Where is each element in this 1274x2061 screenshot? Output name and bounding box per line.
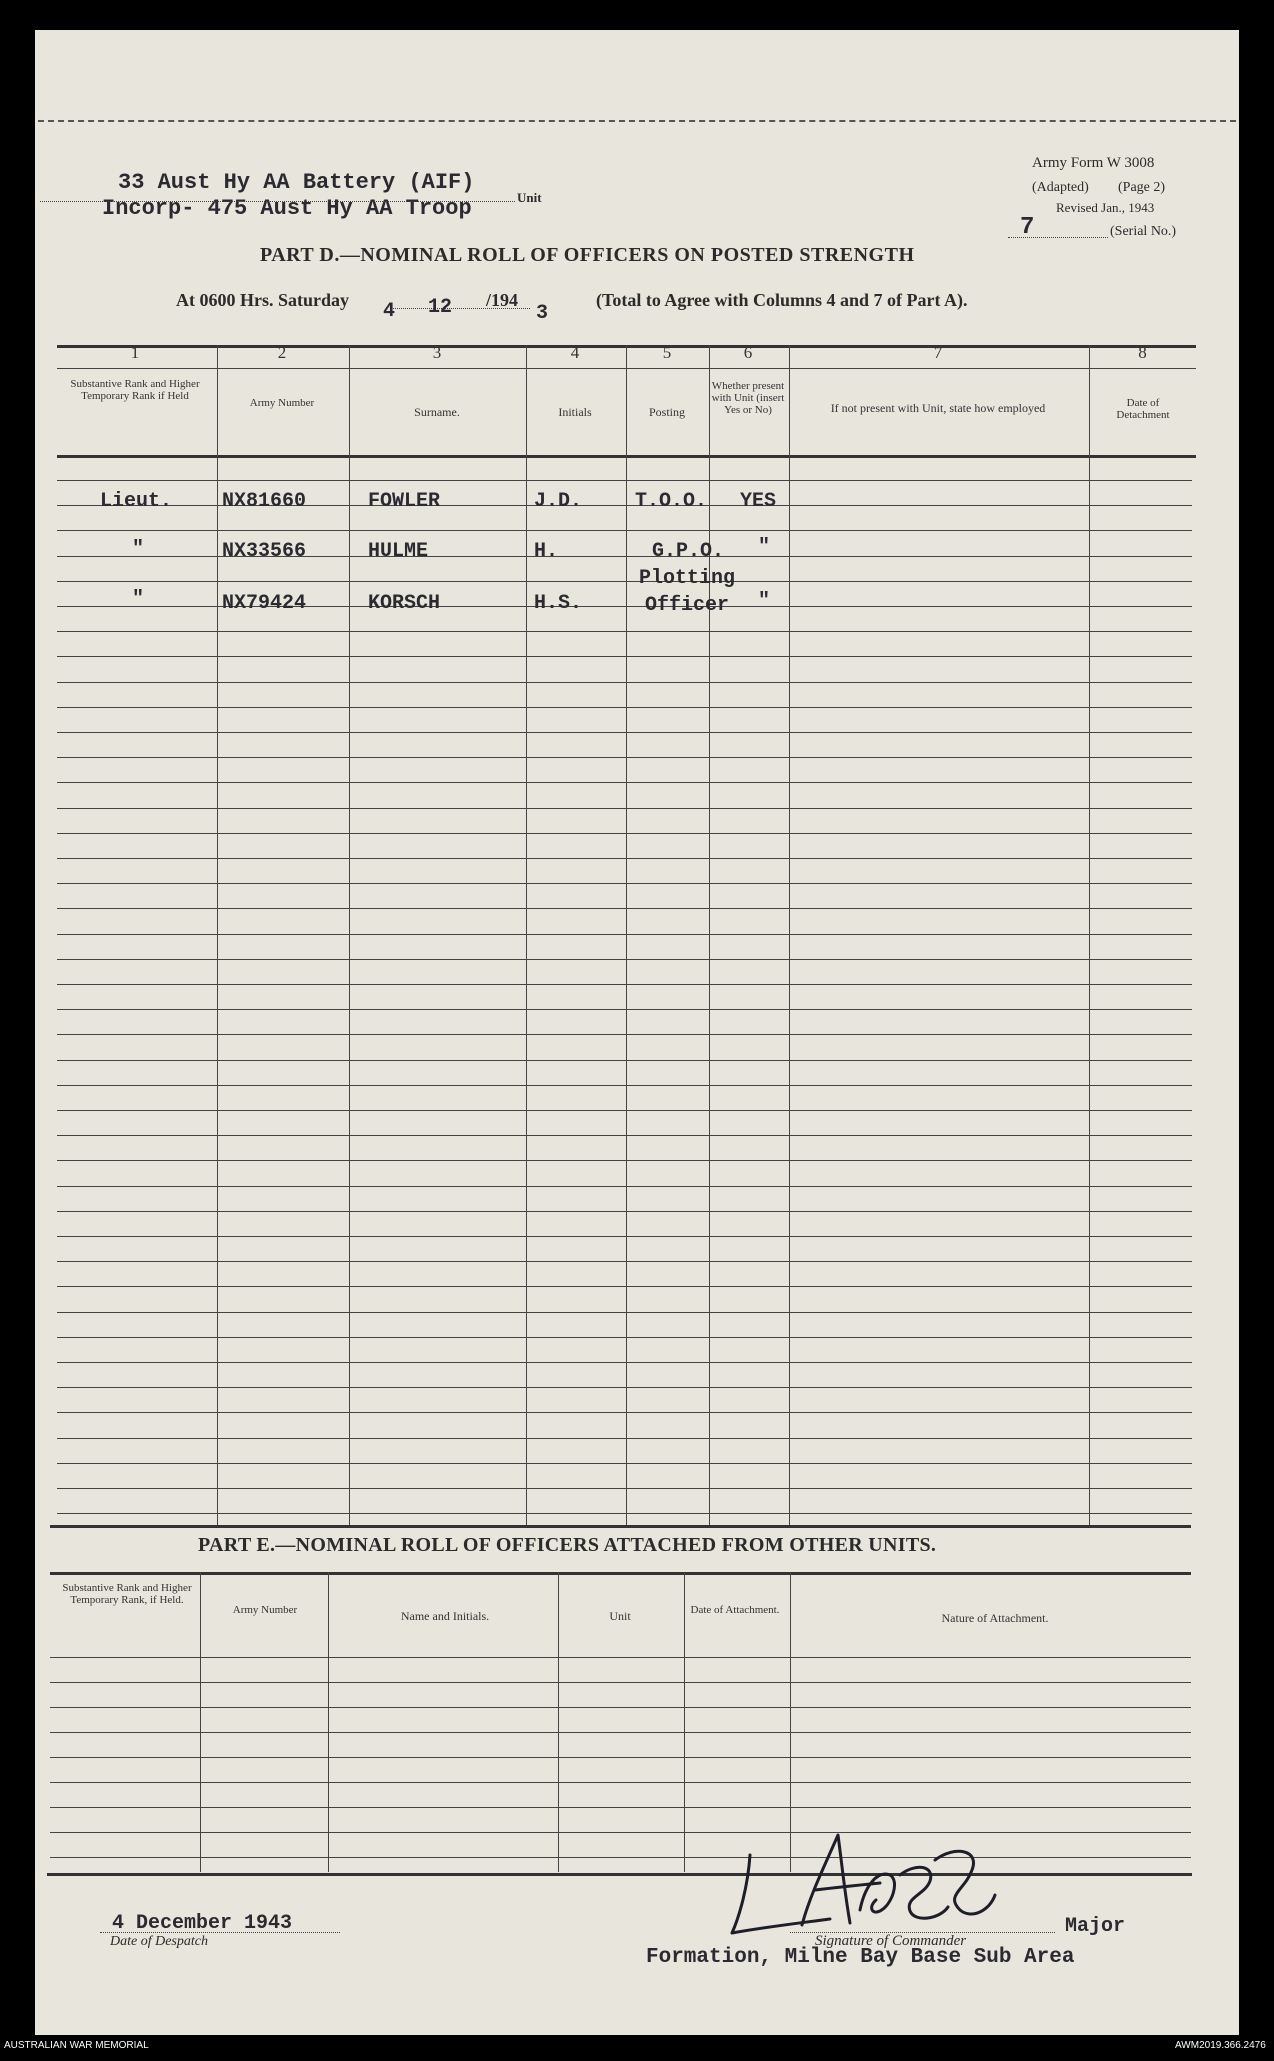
- col-header-employed: If not present with Unit, state how employed: [830, 401, 1046, 415]
- col-number-1: 1: [130, 343, 140, 362]
- part-d-row-line: [57, 1387, 1192, 1388]
- col-number-4: 4: [570, 343, 580, 362]
- part-e-column-divider-1: [200, 1572, 201, 1872]
- part-d-row-line: [57, 782, 1192, 783]
- part-e-header-rule: [50, 1657, 1191, 1658]
- col-number-5: 5: [662, 343, 672, 362]
- part-d-row-line: [57, 631, 1192, 632]
- part-d-row-line: [57, 959, 1192, 960]
- row1-rank: Lieut.: [100, 490, 173, 513]
- part-d-bottom-rule: [50, 1525, 1191, 1528]
- e-header-date: Date of Attachment.: [690, 1604, 780, 1616]
- col-header-initials: Initials: [558, 405, 592, 419]
- row3-posting: Plotting Officer: [638, 567, 735, 617]
- row3-number: NX79424: [222, 592, 307, 615]
- part-d-column-divider-1: [217, 345, 218, 1525]
- unit-dotted-line: [40, 201, 515, 202]
- part-e-bottom-rule: [47, 1873, 1192, 1876]
- e-header-rank: Substantive Rank and Higher Temporary Rank, if Held.: [62, 1582, 192, 1606]
- part-e-row-line: [50, 1832, 1191, 1833]
- part-d-row-line: [57, 934, 1192, 935]
- part-e-column-divider-4: [684, 1572, 685, 1872]
- part-e-row-line: [50, 1857, 1191, 1858]
- part-d-row-line: [57, 1463, 1192, 1464]
- part-d-row-line: [57, 1186, 1192, 1187]
- part-d-row-line: [57, 808, 1192, 809]
- despatch-dotted-line: [100, 1932, 340, 1933]
- row2-initials: H.: [534, 540, 559, 563]
- despatch-date-label: Date of Despatch: [110, 1934, 208, 1949]
- part-d-row-line: [57, 1110, 1192, 1111]
- row3-present: ": [758, 590, 771, 613]
- row1-present: YES: [740, 490, 777, 513]
- row1-posting: T.O.O.: [635, 490, 708, 513]
- part-d-year-suffix: 3: [536, 302, 549, 325]
- serial-label: (Serial No.): [1110, 224, 1177, 239]
- perforation-line: [38, 120, 1236, 122]
- col-number-2: 2: [277, 343, 287, 362]
- part-d-column-divider-7: [1089, 345, 1090, 1525]
- col-number-8: 8: [1138, 343, 1147, 362]
- part-d-row-line: [57, 858, 1192, 859]
- commander-rank: Major: [1065, 1915, 1126, 1938]
- part-d-row-line: [57, 1513, 1192, 1514]
- part-d-row-line: [57, 1438, 1192, 1439]
- row3-initials: H.S.: [534, 592, 583, 615]
- part-d-row-line: [57, 1060, 1192, 1061]
- row2-posting: G.P.O.: [652, 540, 725, 563]
- e-header-unit: Unit: [609, 1609, 631, 1623]
- col-header-surname: Surname.: [414, 405, 460, 419]
- part-d-row-line: [57, 984, 1192, 985]
- part-e-title: PART E.—NOMINAL ROLL OF OFFICERS ATTACHED FROM OTHER UNITS.: [198, 1534, 937, 1556]
- part-d-row-line: [57, 908, 1192, 909]
- part-e-row-line: [50, 1732, 1191, 1733]
- part-d-row-line: [57, 1211, 1192, 1212]
- row2-number: NX33566: [222, 540, 307, 563]
- formation: Formation, Milne Bay Base Sub Area: [646, 1946, 1075, 1969]
- part-d-row-line: [57, 1488, 1192, 1489]
- row3-surname: KORSCH: [368, 592, 441, 615]
- part-d-row-line: [57, 480, 1192, 481]
- part-e-row-line: [50, 1757, 1191, 1758]
- part-e-row-line: [50, 1807, 1191, 1808]
- part-d-row-line: [57, 1261, 1192, 1262]
- part-d-row-line: [57, 883, 1192, 884]
- part-d-row-line: [57, 757, 1192, 758]
- credit-right: AWM2019.366.2476: [1175, 2040, 1266, 2051]
- part-d-row-line: [57, 682, 1192, 683]
- credit-left: AUSTRALIAN WAR MEMORIAL: [4, 2040, 149, 2051]
- part-e-row-line: [50, 1682, 1191, 1683]
- serial-value: 7: [1020, 214, 1035, 241]
- unit-label: Unit: [517, 190, 542, 205]
- col-header-posting: Posting: [648, 405, 685, 419]
- row3-rank: ": [132, 588, 145, 611]
- e-header-army-number: Army Number: [232, 1604, 298, 1616]
- e-header-name: Name and Initials.: [400, 1609, 490, 1623]
- col-number-3: 3: [432, 343, 442, 362]
- part-d-day: 4: [383, 300, 396, 323]
- part-d-row-line: [57, 530, 1192, 531]
- part-d-row-line: [57, 1337, 1192, 1338]
- part-d-column-divider-6: [789, 345, 790, 1525]
- part-d-row-line: [57, 1160, 1192, 1161]
- part-d-row-line: [57, 1412, 1192, 1413]
- unit-line-2: Incorp- 475 Aust Hy AA Troop: [102, 196, 472, 221]
- form-name: Army Form W 3008: [1032, 155, 1155, 171]
- part-d-row-line: [57, 707, 1192, 708]
- form-revised: Revised Jan., 1943: [1056, 200, 1155, 215]
- part-d-column-divider-2: [349, 345, 350, 1525]
- e-header-nature: Nature of Attachment.: [941, 1611, 1049, 1625]
- part-d-row-line: [57, 1034, 1192, 1035]
- col-header-army-number: Army Number: [249, 397, 315, 409]
- row1-number: NX81660: [222, 490, 307, 513]
- part-d-row-line: [57, 1312, 1192, 1313]
- part-d-row-line: [57, 833, 1192, 834]
- part-e-top-rule: [50, 1572, 1191, 1575]
- part-d-column-divider-4: [626, 345, 627, 1525]
- part-e-column-divider-2: [328, 1572, 329, 1872]
- row1-initials: J.D.: [534, 490, 583, 513]
- part-d-row-line: [57, 1135, 1192, 1136]
- part-e-row-line: [50, 1782, 1191, 1783]
- form-sheet: [35, 30, 1239, 2035]
- part-d-row-line: [57, 1085, 1192, 1086]
- part-d-row-line: [57, 656, 1192, 657]
- part-e-row-line: [50, 1707, 1191, 1708]
- part-d-row-line: [57, 1362, 1192, 1363]
- col-number-7: 7: [933, 343, 943, 362]
- signature-label: Signature of Commander: [815, 1933, 967, 1949]
- form-adapted: (Adapted): [1032, 180, 1089, 195]
- row1-surname: FOWLER: [368, 490, 441, 513]
- part-d-year-prefix: /194: [486, 290, 519, 310]
- despatch-date: 4 December 1943: [112, 1912, 293, 1935]
- part-d-row-line: [57, 732, 1192, 733]
- col-header-present: Whether present with Unit (insert Yes or No): [711, 380, 785, 416]
- part-d-row-line: [57, 1236, 1192, 1237]
- row2-rank: ": [132, 538, 145, 561]
- row2-surname: HULME: [368, 540, 429, 563]
- part-d-row-line: [57, 1286, 1192, 1287]
- part-d-month: 12: [428, 296, 453, 319]
- col-header-rank: Substantive Rank and Higher Temporary Rank if Held: [70, 378, 200, 402]
- part-d-at-prefix: At 0600 Hrs. Saturday: [176, 290, 350, 310]
- part-d-column-divider-3: [526, 345, 527, 1525]
- unit-line-1: 33 Aust Hy AA Battery (AIF): [118, 170, 475, 195]
- part-d-row-line: [57, 1009, 1192, 1010]
- row2-present: ": [758, 536, 771, 559]
- form-page: (Page 2): [1118, 180, 1166, 195]
- col-header-detachment: Date of Detachment: [1116, 397, 1170, 421]
- col-number-6: 6: [743, 343, 753, 362]
- part-d-total-note: (Total to Agree with Columns 4 and 7 of Part A).: [596, 290, 968, 310]
- part-d-column-divider-5: [709, 345, 710, 1525]
- part-d-title: PART D.—NOMINAL ROLL OF OFFICERS ON POSTED STRENGTH: [260, 244, 915, 266]
